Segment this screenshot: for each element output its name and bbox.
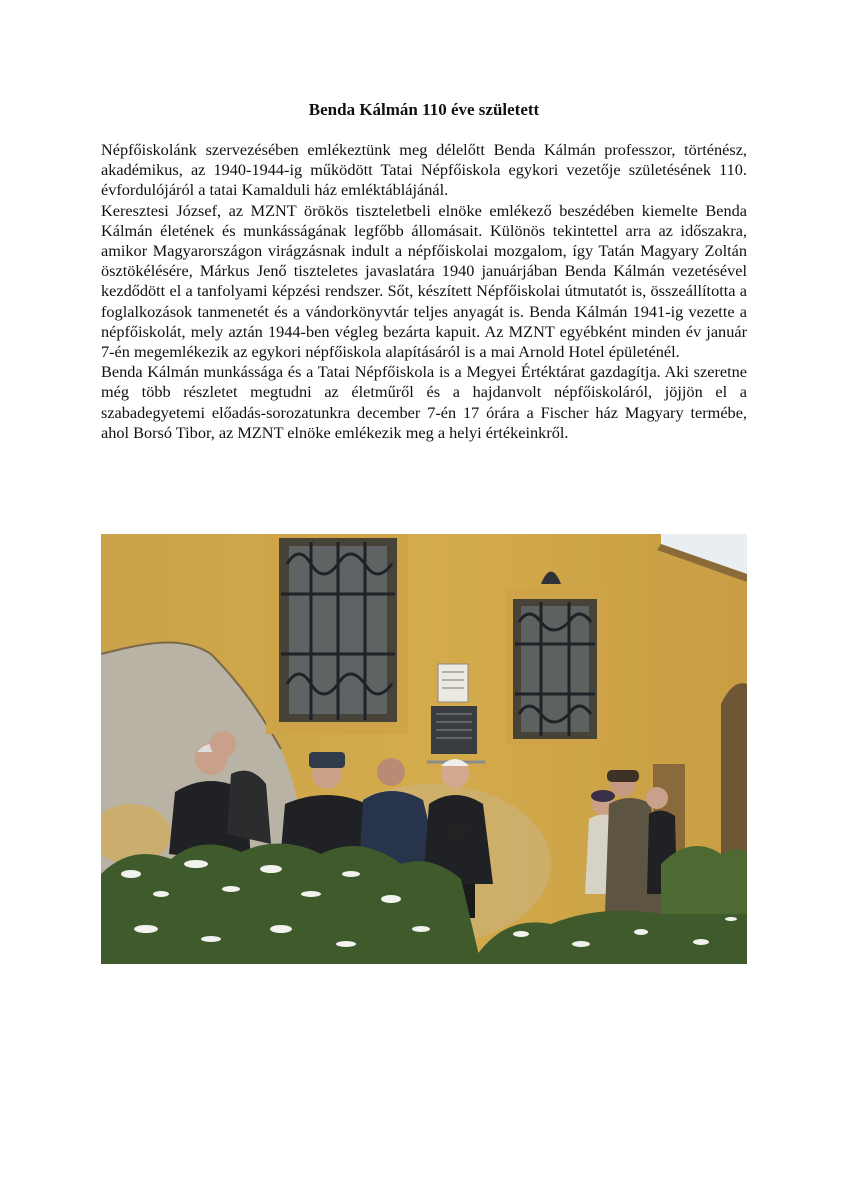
memorial-photo [101, 534, 747, 964]
document-title: Benda Kálmán 110 éve született [308, 100, 540, 119]
left-window-grille [266, 534, 408, 734]
right-window-grille [506, 572, 606, 745]
white-sign [438, 664, 468, 702]
paragraph-1: Népfőiskolánk szervezésében emlékeztünk meg délelőtt Benda Kálmán professzor, történész, akadémikus, az 1940-1944-ig működött Tatai Népfőiskola egykori vezetője születésének 110. évfordulójáról a tatai Kamalduli ház emléktáblájánál. [101, 140, 747, 200]
paragraph-3: Benda Kálmán munkássága és a Tatai Népfőiskola is a Megyei Értéktárat gazdagítja. Aki szeretne még több részletet megtudni az életműről és a hajdanvolt népfőiskoláról, jöjjön el a szabadegyetemi előadás-sorozatunkra december 7-én 17 órára a Fischer ház Magyary termébe, ahol Borsó Tibor, az MZNT elnöke emlékezik meg a helyi értékeinkről. [101, 362, 747, 442]
memorial-photo-illustration [101, 534, 747, 964]
paragraph-2: Keresztesi József, az MZNT örökös tiszteletbeli elnöke emlékező beszédében kiemelte Benda Kálmán életének és munkásságának legfőbb állomásait. Különös tekintettel arra az időszakra, amikor Magyarországon virágzásnak indult a népfőiskolai mozgalom, így Tatán Magyary Zoltán ösztökélésére, Márkus Jenő tiszteletes javaslatára 1940 januárjában Benda Kálmán vezetésével kezdődött el a tanfolyami képzési rendszer. Sőt, készített Népfőiskolai útmutatót is, összeállította a foglalkozások tanmenetét és a vándorkönyvtár teljes anyagát is. Benda Kálmán 1941-ig vezette a népfőiskolát, mely aztán 1944-ben végleg bezárta kapuit. Az MZNT egyébként minden év január 7-én megemlékezik az egykori népfőiskola alapításáról is a mai Arnold Hotel épületénél. [101, 200, 747, 362]
document-body [101, 140, 747, 443]
